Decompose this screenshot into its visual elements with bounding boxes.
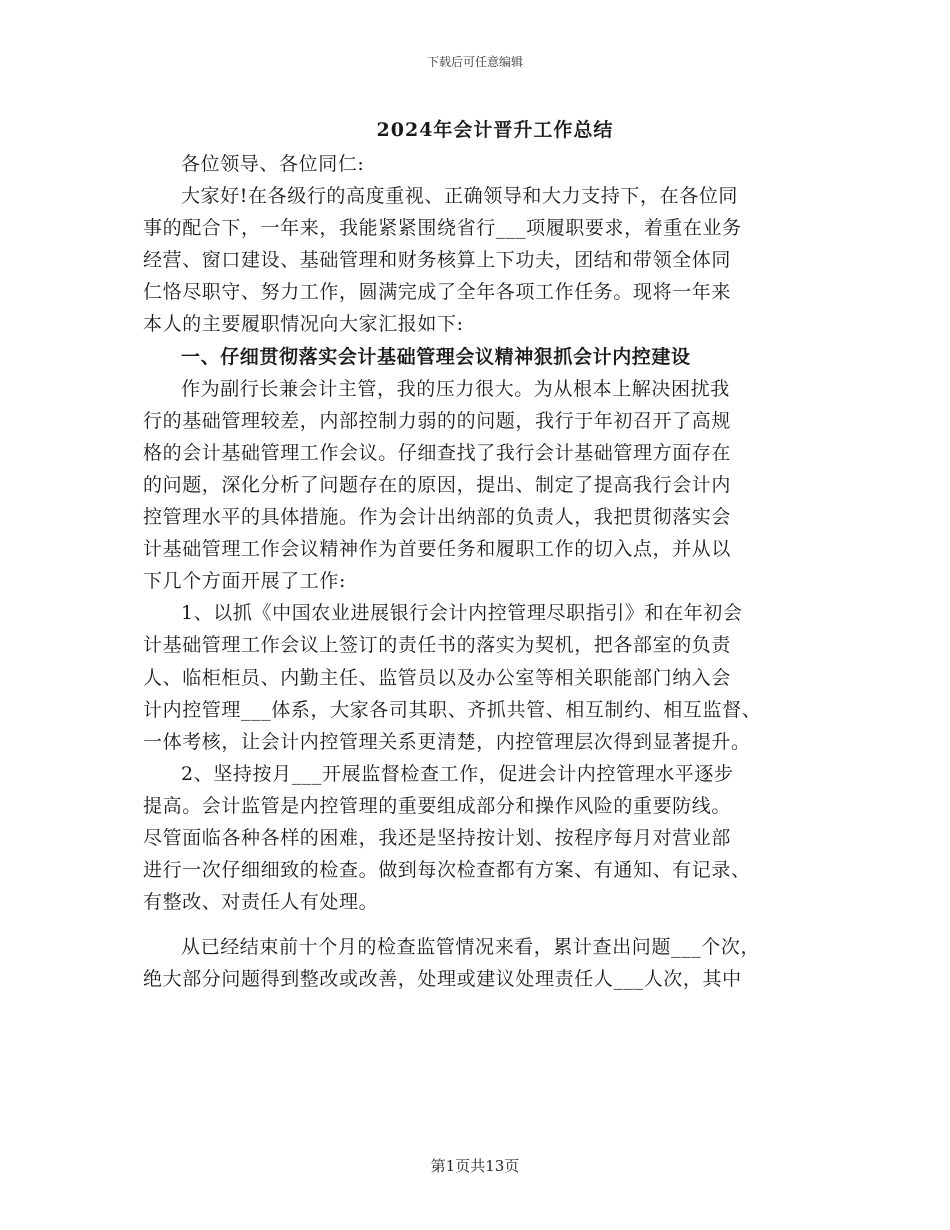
paragraph-line: 计基础管理工作会议精神作为首要任务和履职工作的切入点，并从以: [143, 538, 732, 561]
document-title: 2024年会计晋升工作总结: [376, 119, 614, 141]
paragraph-line: 尽管面临各种各样的困难，我还是坚持按计划、按程序每月对营业部: [143, 826, 732, 849]
paragraph-line: 进行一次仔细细致的检查。做到每次检查都有方案、有通知、有记录、: [143, 859, 751, 882]
paragraph-line: 提高。会计监管是内控管理的重要组成部分和操作风险的重要防线。: [143, 794, 732, 817]
paragraph-line: 行的基础管理较差，内部控制力弱的的问题，我行于年初召开了高规: [143, 409, 732, 432]
paragraph-gap: [143, 918, 823, 931]
paragraph-line: 经营、窗口建设、基础管理和财务核算上下功夫，团结和带领全体同: [143, 249, 732, 272]
paragraph-line: 绝大部分问题得到整改或改善，处理或建议处理责任人___人次，其中: [143, 968, 742, 991]
paragraph-line: 从已经结束前十个月的检查监管情况来看，累计查出问题___个次，: [181, 936, 761, 959]
paragraph-line: 计基础管理工作会议上签订的责任书的落实为契机，把各部室的负责: [143, 634, 732, 657]
greeting: 各位领导、各位同仁:: [181, 153, 365, 175]
page-footer: 第1页共13页: [430, 1157, 520, 1175]
paragraph-line: 本人的主要履职情况向大家汇报如下:: [143, 313, 464, 336]
paragraph-line: 的问题，深化分析了问题存在的原因，提出、制定了提高我行会计内: [143, 473, 732, 496]
paragraph-line: 仁恪尽职守、努力工作，圆满完成了全年各项工作任务。现将一年来: [143, 281, 732, 304]
paragraph-line: 事的配合下，一年来，我能紧紧围绕省行___项履职要求，着重在业务: [143, 217, 742, 240]
paragraph-line: 大家好!在各级行的高度重视、正确领导和大力支持下，在各位同: [181, 185, 739, 208]
paragraph-line: 1、以抓《中国农业进展银行会计内控管理尽职指引》和在年初会: [181, 602, 743, 625]
header-note: 下载后可任意编辑: [426, 55, 523, 69]
paragraph-line: 下几个方面开展了工作:: [143, 570, 347, 593]
paragraph-line: 2、坚持按月___开展监督检查工作，促进会计内控管理水平逐步: [181, 762, 734, 785]
paragraph-line: 控管理水平的具体措施。作为会计出纳部的负责人，我把贯彻落实会: [143, 506, 732, 529]
paragraph-line: 有整改、对责任人有处理。: [143, 891, 379, 914]
document-body: [143, 148, 823, 995]
section-heading: 一、仔细贯彻落实会计基础管理会议精神狠抓会计内控建设: [181, 345, 691, 368]
paragraph-line: 一体考核，让会计内控管理关系更清楚，内控管理层次得到显著提升。: [143, 730, 751, 753]
paragraph-line: 人、临柜柜员、内勤主任、监管员以及办公室等相关职能部门纳入会: [143, 666, 732, 689]
paragraph-line: 计内控管理___体系，大家各司其职、齐抓共管、相互制约、相互监督、: [143, 698, 762, 721]
paragraph-line: 格的会计基础管理工作会议。仔细查找了我行会计基础管理方面存在: [143, 441, 732, 464]
paragraph-line: 作为副行长兼会计主管，我的压力很大。为从根本上解决困扰我: [181, 377, 730, 400]
